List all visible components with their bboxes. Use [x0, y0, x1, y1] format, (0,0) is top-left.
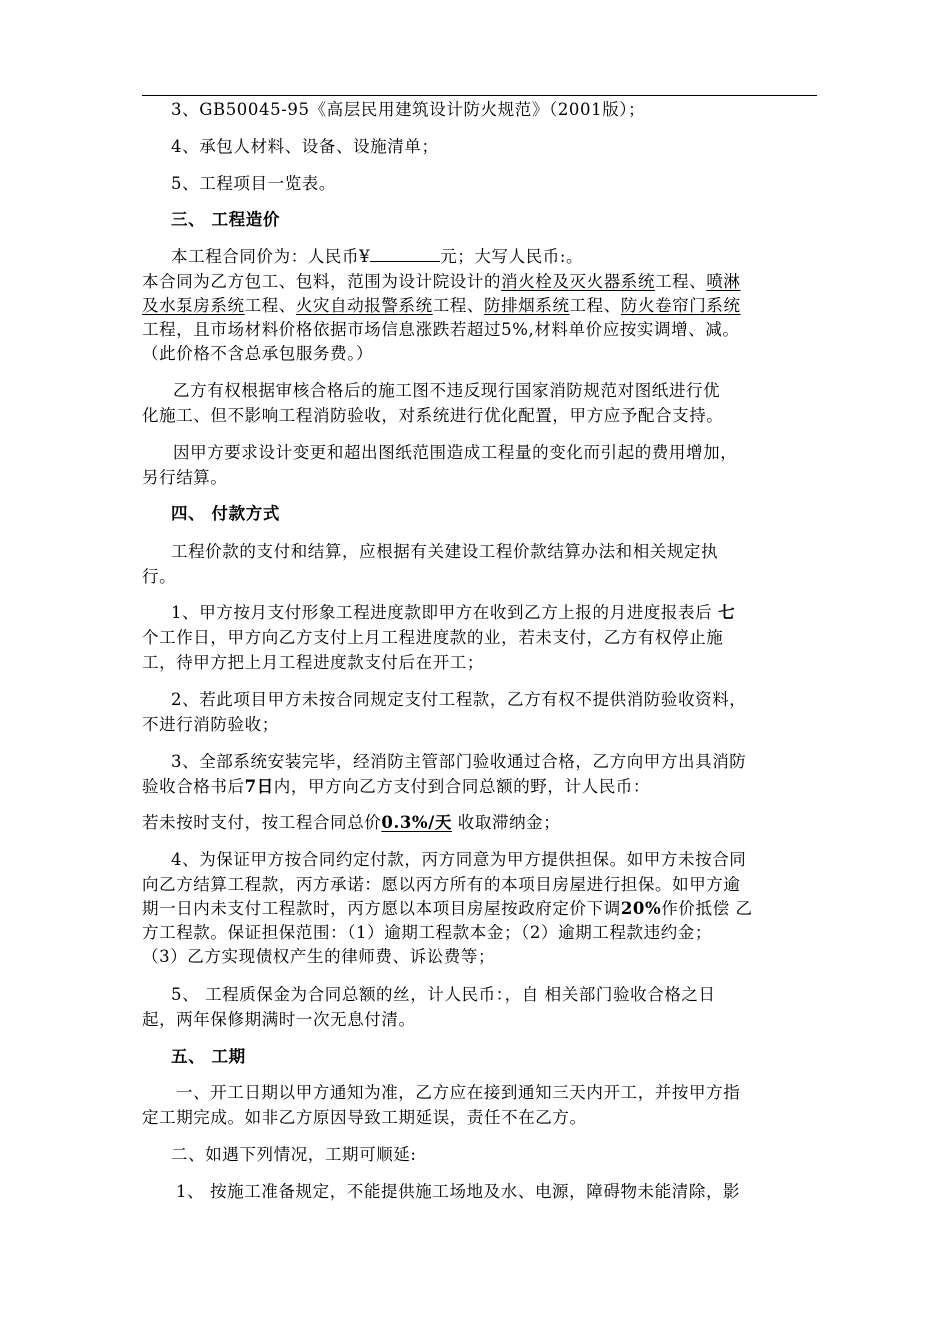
- header-rule: [142, 95, 817, 96]
- guarantee-line-1: 4、为保证甲方按合同约定付款，丙方同意为甲方提供担保。如甲方未按合同: [171, 850, 747, 869]
- scope-line-4: （此价格不含总承包服务费。）: [142, 344, 374, 363]
- ref-item-3: 3、GB50045-95《高层民用建筑设计防火规范》（2001版）；: [171, 100, 646, 119]
- late-fee-rate: 0.3%/天: [381, 813, 452, 832]
- optimize-para-line-2: 化施工、但不影响工程消防验收，对系统进行优化配置，甲方应予配合支持。: [142, 406, 724, 425]
- scope-fire-alarm: 火灾自动报警系统: [295, 296, 433, 315]
- contract-price-prefix: 本工程合同价为：人民币¥: [171, 247, 371, 266]
- payment-text: 内，甲方向乙方支付到合同总额的野，计人民币：: [273, 777, 650, 796]
- payment-item-3-line-2: [142, 775, 822, 799]
- scope-text: 工程、: [655, 272, 707, 291]
- payment-item-1-line-3: 工，待甲方把上月工程进度款支付后在开工；: [142, 653, 484, 672]
- guarantee-discount: 20%: [620, 899, 662, 918]
- contract-price-line: [171, 245, 851, 269]
- guarantee-line-2: 向乙方结算工程款，丙方承诺：愿以丙方所有的本项目房屋进行担保。如甲方逾: [142, 875, 741, 894]
- change-para-line-1: 因甲方要求设计变更和超出图纸范围造成工程量的变化而引起的费用增加，: [173, 443, 738, 462]
- scope-sprinkler: 喷淋: [706, 272, 741, 291]
- section-heading-price: 三、 工程造价: [171, 210, 280, 229]
- contract-price-suffix: 元；大写人民币:。: [440, 247, 584, 266]
- price-blank: [370, 247, 440, 262]
- scope-text: 工程、: [432, 296, 485, 315]
- optimize-para-line-1: 乙方有权根据审核合格后的施工图不违反现行国家消防规范对图纸进行优: [173, 381, 721, 400]
- late-fee-line: [142, 811, 822, 835]
- scope-fire-shutter: 防火卷帘门系统: [620, 296, 741, 315]
- scope-line-2: [142, 294, 822, 318]
- payment-text: 验收合格书后: [142, 777, 245, 796]
- payment-deadline-days: 7日: [244, 777, 274, 796]
- scope-pump-room: 及水泵房系统: [142, 296, 245, 315]
- section-heading-schedule: 五、 工期: [171, 1047, 246, 1066]
- payment-intro-line-2: 行。: [142, 567, 177, 586]
- payment-item-3-line-1: 3、全部系统安装完毕，经消防主管部门验收通过合格，乙方向甲方出具消防: [171, 752, 747, 771]
- payment-intro-line-1: 工程价款的支付和结算，应根据有关建设工程价款结算办法和相关规定执: [171, 542, 719, 561]
- ref-item-5: 5、工程项目一览表。: [171, 174, 336, 193]
- scope-line-3: 工程，且市场材料价格依据市场信息涨跌若超过5%,材料单价应按实调增、减。: [142, 320, 740, 339]
- guarantee-line-5: （3）乙方实现债权产生的律师费、诉讼费等；: [142, 947, 496, 966]
- schedule-item-2: 二、如遇下列情况，工期可顺延:: [171, 1145, 417, 1164]
- payment-item-2-line-2: 不进行消防验收；: [142, 715, 279, 734]
- payment-item-1-line-1: [171, 601, 851, 625]
- payment-item-1-line-2: 个工作日，甲方向乙方支付上月工程进度款的业，若未支付，乙方有权停止施: [142, 628, 724, 647]
- section-heading-payment: 四、 付款方式: [171, 504, 280, 523]
- retention-line-2: 起，两年保修期满时一次无息付清。: [142, 1010, 416, 1029]
- guarantee-line-4: 方工程款。保证担保范围：（1）逾期工程款本金；（2）逾期工程款违约金；: [142, 923, 712, 942]
- schedule-subitem-1: 1、 按施工准备规定，不能提供施工场地及水、电源，障碍物未能清除，影: [176, 1182, 741, 1201]
- scope-smoke-exhaust: 防排烟系统: [484, 296, 570, 315]
- retention-line-1: 5、 工程质保金为合同总额的丝，计人民币：，自 相关部门验收合格之日: [171, 985, 716, 1004]
- scope-hydrant-system: 消火栓及灭火器系统: [501, 272, 656, 291]
- payment-item-2-line-1: 2、若此项目甲方未按合同规定支付工程款，乙方有权不提供消防验收资料，: [171, 690, 747, 709]
- scope-line-1: [142, 270, 822, 294]
- guarantee-text: 作价抵偿 乙: [661, 899, 753, 918]
- late-fee-text: 若未按时支付，按工程合同总价: [142, 813, 382, 832]
- scope-text: 本合同为乙方包工、包料，范围为设计院设计的: [142, 272, 502, 291]
- schedule-item-1-line-1: 一、开工日期以甲方通知为准，乙方应在接到通知三天内开工，并按甲方指: [176, 1083, 741, 1102]
- ref-item-4: 4、承包人材料、设备、设施清单；: [171, 137, 439, 156]
- schedule-item-1-line-2: 定工期完成。如非乙方原因导致工期延误，责任不在乙方。: [142, 1108, 587, 1127]
- payment-days-seven: 七: [718, 603, 736, 622]
- scope-text: 工程、: [569, 296, 621, 315]
- scope-text: 工程、: [244, 296, 296, 315]
- guarantee-line-3: [142, 897, 822, 921]
- payment-text: 1、甲方按月支付形象工程进度款即甲方在收到乙方上报的月进度报表后: [171, 603, 713, 622]
- guarantee-text: 期一日内未支付工程款时，丙方愿以本项目房屋按政府定价下调: [142, 899, 621, 918]
- change-para-line-2: 另行结算。: [142, 468, 228, 487]
- late-fee-text: 收取滞纳金；: [457, 813, 561, 832]
